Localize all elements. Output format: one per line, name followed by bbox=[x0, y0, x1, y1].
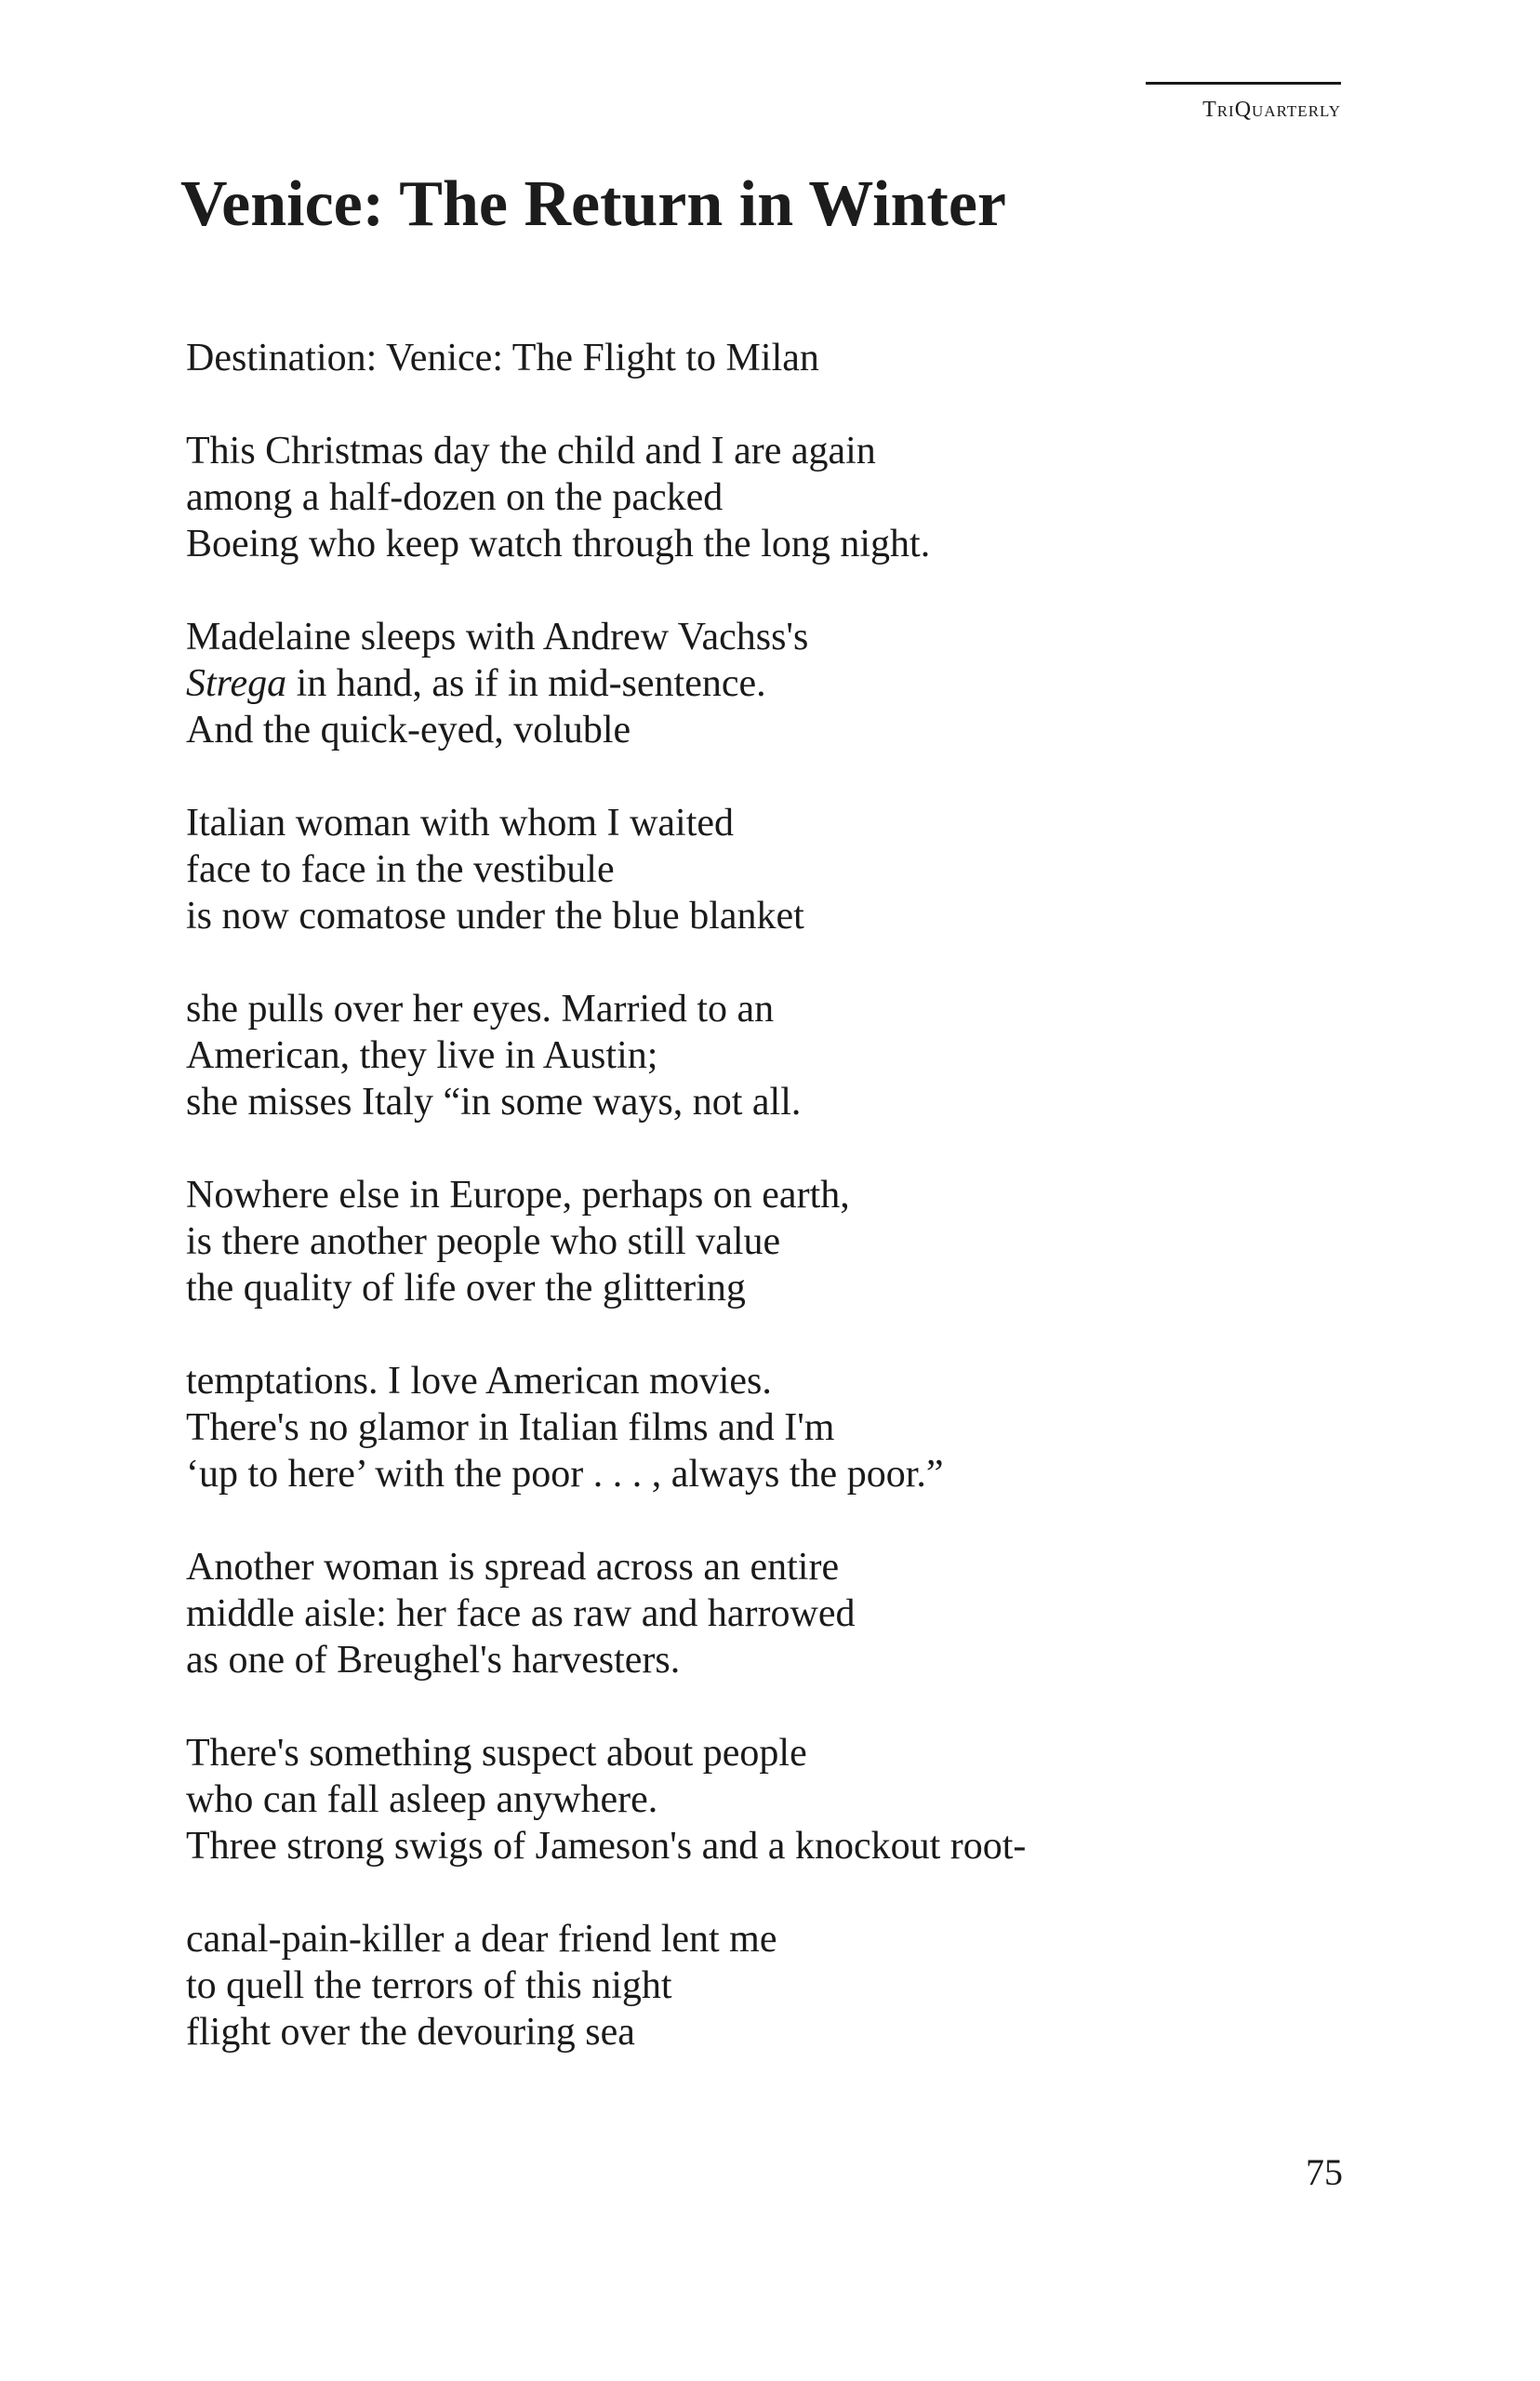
stanza-9 bbox=[186, 1916, 1358, 2055]
stanza-2 bbox=[186, 614, 1358, 753]
poem-line: among a half-dozen on the packed bbox=[186, 476, 724, 519]
poem-line: to quell the terrors of this night bbox=[186, 1964, 672, 2007]
poem-line-strega: Strega in hand, as if in mid-sentence. bbox=[186, 662, 766, 705]
poem-line: Madelaine sleeps with Andrew Vachss's bbox=[186, 616, 809, 658]
poem-subtitle: Destination: Venice: The Flight to Milan bbox=[186, 337, 819, 379]
poem-line: flight over the devouring sea bbox=[186, 2011, 635, 2054]
stanza-3 bbox=[186, 800, 1358, 939]
book-title-italic: Strega bbox=[186, 662, 287, 705]
poem-line: middle aisle: her face as raw and harrowed bbox=[186, 1592, 856, 1635]
poem-line: is now comatose under the blue blanket bbox=[186, 895, 804, 938]
stanza-4 bbox=[186, 986, 1358, 1125]
page-number: 75 bbox=[1306, 2151, 1343, 2193]
poem-line: canal-pain-killer a dear friend lent me bbox=[186, 1918, 777, 1961]
poem-line: who can fall asleep anywhere. bbox=[186, 1778, 658, 1821]
poem-line: as one of Breughel's harvesters. bbox=[186, 1639, 681, 1682]
poem-line: she pulls over her eyes. Married to an bbox=[186, 988, 775, 1031]
poem-body bbox=[186, 335, 1358, 2102]
poem-line: Nowhere else in Europe, perhaps on earth, bbox=[186, 1174, 850, 1217]
poem-line: Italian woman with whom I waited bbox=[186, 802, 735, 845]
poem-line: the quality of life over the glittering bbox=[186, 1267, 746, 1310]
running-head: TriQuarterly bbox=[1146, 82, 1341, 123]
poem-line: is there another people who still value bbox=[186, 1220, 781, 1263]
stanza-8 bbox=[186, 1730, 1358, 1869]
poem-line: And the quick-eyed, voluble bbox=[186, 709, 631, 752]
poem-line: There's something suspect about people bbox=[186, 1732, 807, 1775]
poem-line: There's no glamor in Italian films and I'm bbox=[186, 1406, 835, 1449]
poem-line: This Christmas day the child and I are again bbox=[186, 430, 876, 472]
poem-line: face to face in the vestibule bbox=[186, 848, 615, 891]
stanza-7 bbox=[186, 1544, 1358, 1683]
stanza-6 bbox=[186, 1358, 1358, 1497]
poem-title: Venice: The Return in Winter bbox=[180, 168, 1006, 240]
poem-line: Three strong swigs of Jameson's and a knockout root- bbox=[186, 1825, 1027, 1868]
poem-line: temptations. I love American movies. bbox=[186, 1360, 772, 1403]
stanza-1 bbox=[186, 428, 1358, 567]
poem-line: American, they live in Austin; bbox=[186, 1034, 658, 1077]
poem-line: she misses Italy “in some ways, not all. bbox=[186, 1081, 802, 1124]
poem-line: Another woman is spread across an entire bbox=[186, 1546, 840, 1589]
stanza-5 bbox=[186, 1172, 1358, 1311]
poem-line: ‘up to here’ with the poor . . . , always the poor.” bbox=[186, 1453, 944, 1496]
poem-line: Boeing who keep watch through the long night. bbox=[186, 523, 931, 565]
